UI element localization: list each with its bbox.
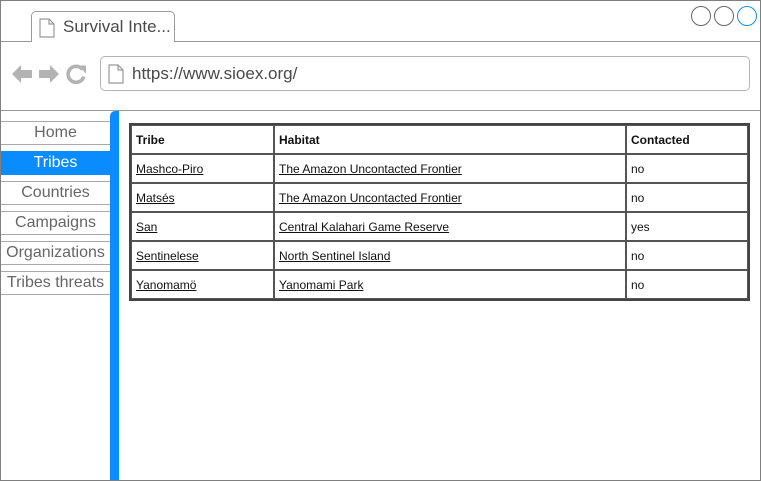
- sidebar-item-countries[interactable]: Countries: [1, 181, 110, 205]
- habitat-link[interactable]: North Sentinel Island: [279, 248, 391, 263]
- reload-icon[interactable]: [65, 63, 87, 85]
- sidebar-item-organizations[interactable]: Organizations: [1, 241, 110, 265]
- tab-title: Survival Inte...: [63, 17, 171, 36]
- tribe-link[interactable]: San: [136, 219, 158, 234]
- tribe-cell: [131, 183, 274, 212]
- contacted-cell: no: [626, 270, 748, 299]
- habitat-link[interactable]: The Amazon Uncontacted Frontier: [279, 190, 462, 205]
- table-row: [131, 270, 748, 299]
- tribe-link[interactable]: Mashco-Piro: [136, 161, 204, 176]
- habitat-cell: [274, 154, 626, 183]
- tribes-table-container: [129, 123, 750, 301]
- maximize-button[interactable]: [737, 6, 757, 26]
- column-header-habitat: Habitat: [274, 125, 626, 154]
- forward-arrow-icon[interactable]: [38, 63, 60, 85]
- habitat-link[interactable]: Central Kalahari Game Reserve: [279, 219, 450, 234]
- sidebar-item-home[interactable]: Home: [1, 121, 110, 145]
- browser-tab[interactable]: [31, 11, 175, 42]
- content-accent-bar: [110, 111, 119, 480]
- column-header-tribe: Tribe: [131, 125, 274, 154]
- tribe-link[interactable]: Sentinelese: [136, 248, 199, 263]
- back-arrow-icon[interactable]: [11, 63, 33, 85]
- habitat-link[interactable]: The Amazon Uncontacted Frontier: [279, 161, 462, 176]
- tribe-cell: [131, 212, 274, 241]
- table-row: [131, 154, 748, 183]
- table-row: [131, 212, 748, 241]
- tribe-link[interactable]: Matsés: [136, 190, 175, 205]
- habitat-link[interactable]: Yanomami Park: [279, 277, 364, 292]
- address-toolbar: [1, 42, 760, 111]
- sidebar-nav: [1, 121, 110, 301]
- contacted-cell: no: [626, 154, 748, 183]
- contacted-cell: no: [626, 241, 748, 270]
- url-text[interactable]: https://www.sioex.org/: [132, 64, 298, 83]
- sidebar-item-tribes[interactable]: Tribes: [1, 151, 110, 175]
- tribe-cell: [131, 270, 274, 299]
- address-bar[interactable]: [100, 56, 750, 91]
- tribe-link[interactable]: Yanomamö: [136, 277, 197, 292]
- habitat-cell: [274, 183, 626, 212]
- restore-button[interactable]: [714, 6, 734, 26]
- nav-buttons: [11, 63, 87, 85]
- contacted-cell: yes: [626, 212, 748, 241]
- table-header-row: [131, 125, 748, 154]
- habitat-cell: [274, 270, 626, 299]
- page-icon: [39, 18, 55, 43]
- habitat-cell: [274, 241, 626, 270]
- table-row: [131, 241, 748, 270]
- sidebar-item-campaigns[interactable]: Campaigns: [1, 211, 110, 235]
- column-header-contacted: Contacted: [626, 125, 748, 154]
- habitat-cell: [274, 212, 626, 241]
- sidebar-item-tribes-threats[interactable]: Tribes threats: [1, 271, 110, 295]
- tab-strip: [1, 1, 760, 42]
- page-icon: [108, 64, 124, 89]
- tribes-table: [129, 123, 750, 301]
- table-row: [131, 183, 748, 212]
- window-controls: [691, 6, 757, 26]
- minimize-button[interactable]: [691, 6, 711, 26]
- tribe-cell: [131, 241, 274, 270]
- contacted-cell: no: [626, 183, 748, 212]
- tribe-cell: [131, 154, 274, 183]
